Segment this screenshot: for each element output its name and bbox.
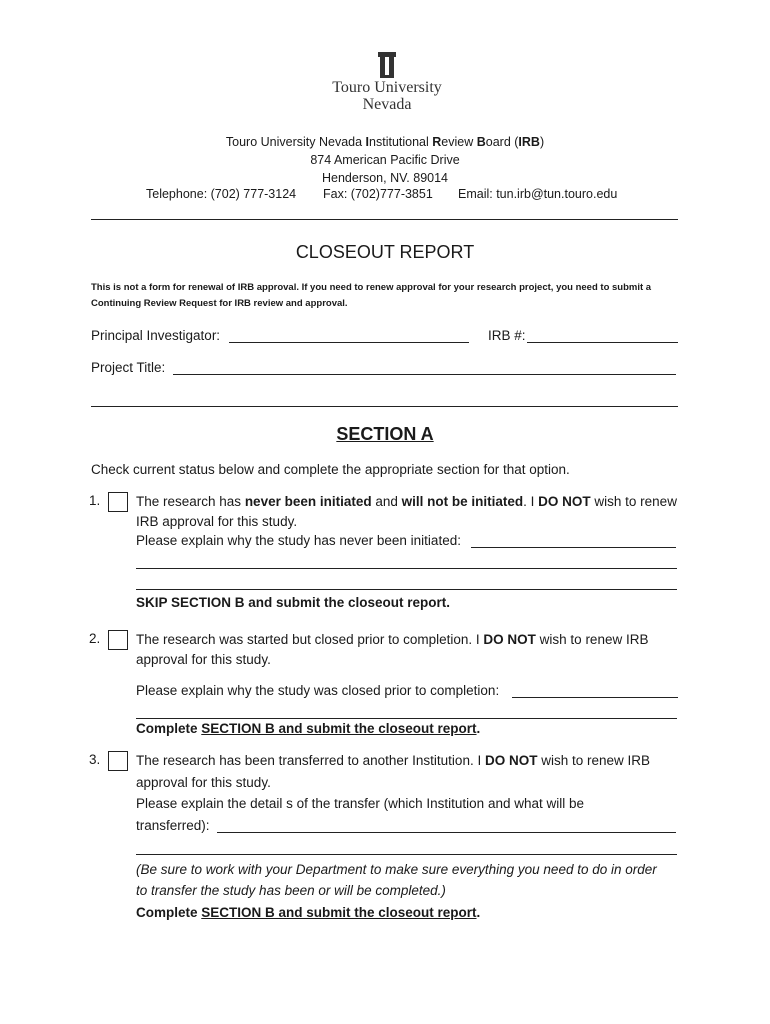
org-name: Touro University Nevada Institutional Review Board (IRB) bbox=[225, 135, 545, 149]
option-3-explain-label-line2: transferred): bbox=[136, 818, 210, 833]
renewal-note: This is not a form for renewal of IRB approval. If you need to renew approval for your research project, you need to submit a Continuing Review Request for IRB review and approval. bbox=[91, 282, 652, 309]
telephone: Telephone: (702) 777-3124 bbox=[146, 187, 297, 201]
option-2-explain-label: Please explain why the study was closed prior to completion: bbox=[136, 683, 500, 698]
option-1-text-line2: IRB approval for this study. bbox=[136, 514, 298, 529]
irb-number-input[interactable] bbox=[527, 328, 678, 343]
header-divider bbox=[91, 219, 678, 220]
option-3-action: Complete SECTION B and submit the closeout report. bbox=[136, 905, 481, 920]
street-address: 874 American Pacific Drive bbox=[310, 153, 460, 167]
option-2-number: 2. bbox=[89, 631, 101, 646]
logo-line-2: Nevada bbox=[362, 96, 412, 113]
option-3-checkbox[interactable] bbox=[108, 751, 128, 771]
option-3-explain-line2[interactable] bbox=[136, 840, 677, 855]
university-logo bbox=[328, 52, 446, 112]
option-2-text: The research was started but closed prior to completion. I DO NOT wish to renew IRB bbox=[136, 632, 649, 647]
option-1-explain-line3[interactable] bbox=[136, 575, 677, 590]
project-title-label: Project Title: bbox=[91, 360, 166, 375]
city-address: Henderson, NV. 89014 bbox=[321, 171, 449, 185]
section-a-instruction: Check current status below and complete the appropriate section for that option. bbox=[91, 462, 570, 477]
option-2-action: Complete SECTION B and submit the closeout report. bbox=[136, 721, 481, 736]
project-title-input-line2[interactable] bbox=[91, 392, 678, 407]
option-1-explain-input[interactable] bbox=[471, 533, 676, 548]
option-1-number: 1. bbox=[89, 493, 101, 508]
option-3-explain-label: Please explain the detail s of the transfer (which Institution and what will be bbox=[136, 796, 584, 811]
project-title-input[interactable] bbox=[173, 360, 676, 375]
logo-line-1: Touro University bbox=[332, 79, 442, 96]
option-1-checkbox[interactable] bbox=[108, 492, 128, 512]
tu-monogram-icon bbox=[378, 52, 396, 78]
option-1-explain-label: Please explain why the study has never been initiated: bbox=[136, 533, 461, 548]
option-1-text: The research has never been initiated and will not be initiated. I DO NOT wish to renew bbox=[136, 494, 677, 509]
option-3-explain-input[interactable] bbox=[217, 818, 676, 833]
pi-input[interactable] bbox=[229, 328, 469, 343]
fax: Fax: (702)777-3851 bbox=[323, 187, 433, 201]
pi-label: Principal Investigator: bbox=[91, 328, 221, 343]
irb-number-label: IRB #: bbox=[488, 328, 526, 343]
section-a-title: SECTION A bbox=[336, 424, 434, 444]
option-3-text-line2: approval for this study. bbox=[136, 775, 271, 790]
option-3-note-line2: to transfer the study has been or will be completed.) bbox=[136, 883, 446, 898]
option-2-explain-line2[interactable] bbox=[136, 704, 677, 719]
option-2-explain-input[interactable] bbox=[512, 683, 678, 698]
option-2-checkbox[interactable] bbox=[108, 630, 128, 650]
email: Email: tun.irb@tun.touro.edu bbox=[458, 187, 618, 201]
option-1-explain-line2[interactable] bbox=[136, 554, 677, 569]
option-2-text-line2: approval for this study. bbox=[136, 652, 271, 667]
option-1-action: SKIP SECTION B and submit the closeout report. bbox=[136, 595, 451, 610]
option-3-note: (Be sure to work with your Department to make sure everything you need to do in order bbox=[136, 862, 657, 877]
page-title: CLOSEOUT REPORT bbox=[295, 242, 475, 262]
option-3-text: The research has been transferred to another Institution. I DO NOT wish to renew IRB bbox=[136, 753, 650, 768]
option-3-number: 3. bbox=[89, 752, 101, 767]
